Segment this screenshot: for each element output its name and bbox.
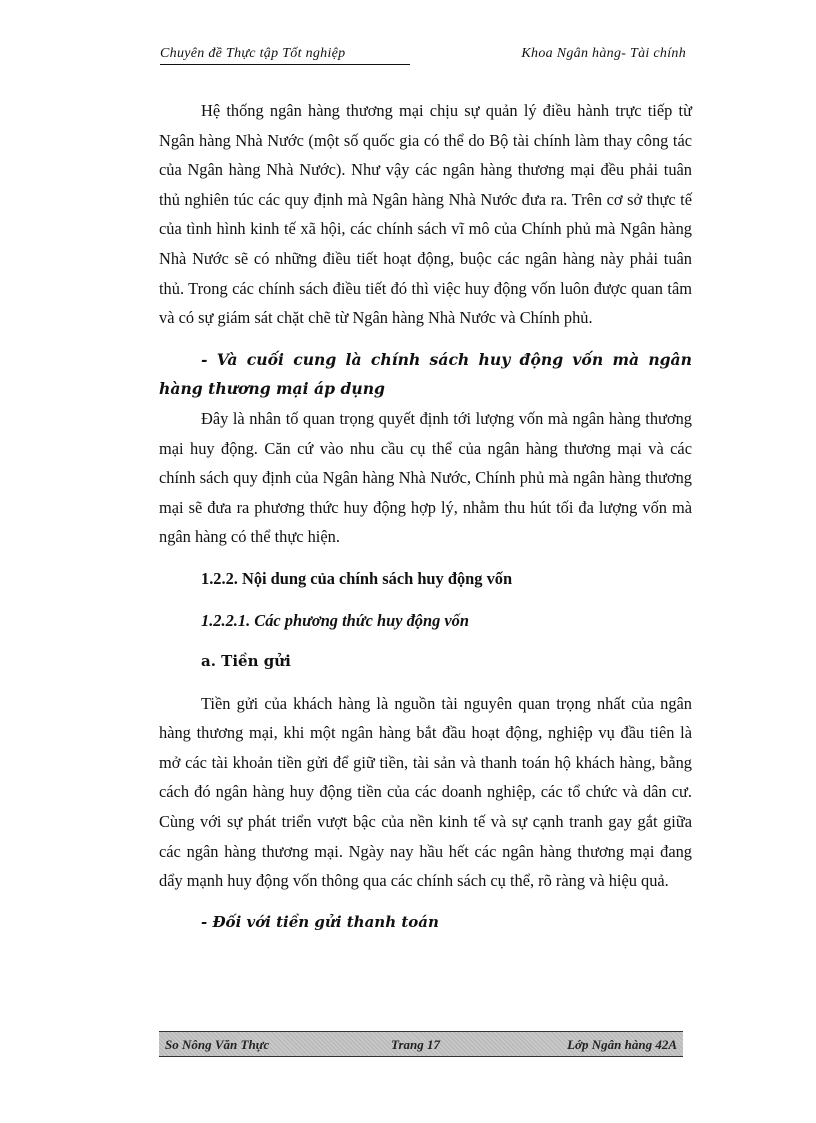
subsection-heading: 1.2.2.1. Các phương thức huy động vốn <box>201 610 469 630</box>
paragraph-policy: Đây là nhân tố quan trọng quyết định tới lượng vốn mà ngân hàng thương mại huy động. Căn cứ vào nhu cầu cụ thể của ngân hàng thương mại và các chính sách quy định của Ngân hàng Nhà Nước, Chính phủ mà ngân hàng thương mại sẽ đưa ra phương thức huy động hợp lý, nhằm thu hút tối đa lượng vốn mà ngân hàng có thể thực hiện. <box>159 408 692 547</box>
footer-page-number: Trang 17 <box>391 1037 440 1052</box>
section-heading: 1.2.2. Nội dung của chính sách huy động vốn <box>201 568 513 588</box>
page-header <box>160 46 690 70</box>
point-heading: - Và cuối cung là chính sách huy động vốn mà ngân hàng thương mại áp dụng <box>159 349 692 399</box>
paragraph-deposits: Tiền gửi của khách hàng là nguồn tài nguyên quan trọng nhất của ngân hàng thương mại, khi một ngân hàng bắt đầu hoạt động, nghiệp vụ đầu tiên là mở các tài khoản tiền gửi để giữ tiền, tài sản và thanh toán hộ khách hàng, bằng cách đó ngân hàng huy động tiền của các doanh nghiệp, các tổ chức và dân cư. Cùng với sự phát triển vượt bậc của nền kinh tế và sự cạnh tranh gay gắt giữa các ngân hàng thương mại. Ngày nay hầu hết các ngân hàng thương mại đang dẩy mạnh huy động vốn thông qua các chính sách cụ thể, rõ ràng và hiệu quả. <box>159 693 692 891</box>
page-footer <box>159 1031 683 1057</box>
sub-item-heading: - Đối với tiền gửi thanh toán <box>201 912 439 931</box>
footer-author: So Nông Văn Thực <box>165 1037 270 1052</box>
header-left-title: Chuyên đề Thực tập Tốt nghiệp <box>160 46 410 65</box>
paragraph-regulation: Hệ thống ngân hàng thương mại chịu sự quản lý điều hành trực tiếp từ Ngân hàng Nhà Nước (một số quốc gia có thể do Bộ tài chính làm thay công tác của Ngân hàng Nhà Nước). Như vậy các ngân hàng thương mại đều phải tuân thủ nghiên túc các quy định mà Ngân hàng Nhà Nước đưa ra. Trên cơ sở thực tế của tình hình kinh tế xã hội, các chính sách vĩ mô của Chính phủ mà Ngân hàng Nhà Nước sẽ có những điều tiết hoạt động, buộc các ngân hàng này phải tuân thủ. Trong các chính sách điều tiết đó thì việc huy động vốn luôn được quan tâm và có sự giám sát chặt chẽ từ Ngân hàng Nhà Nước và Chính phủ. <box>159 101 692 328</box>
header-right-title: Khoa Ngân hàng- Tài chính <box>521 46 686 61</box>
item-heading: a. Tiền gửi <box>201 652 291 671</box>
footer-class: Lớp Ngân hàng 42A <box>567 1037 677 1052</box>
document-body <box>159 96 692 937</box>
